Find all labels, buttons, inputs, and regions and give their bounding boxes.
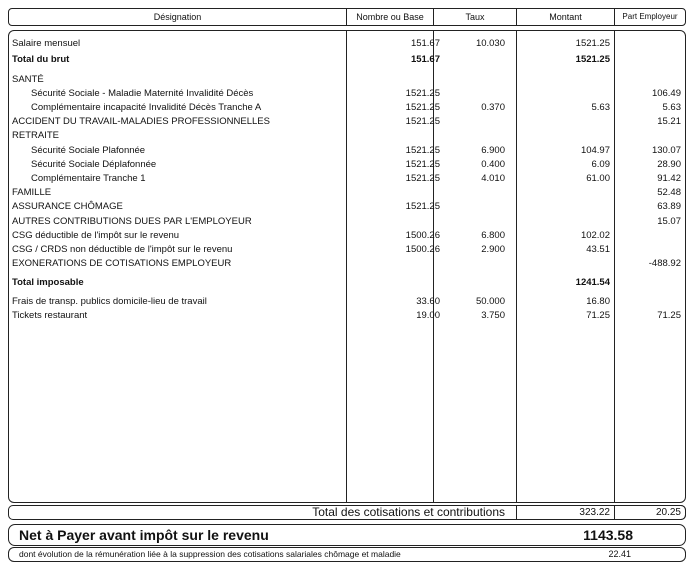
totals-employeur: 20.25 [614, 505, 686, 520]
table-row [9, 158, 685, 171]
row-label: Complémentaire incapacité Invalidité Décès Tranche A [31, 102, 262, 113]
row-base: 151.67 [410, 38, 440, 49]
row-label: Total du brut [12, 54, 70, 65]
row-label: RETRAITE [12, 130, 59, 141]
row-employeur: 5.63 [662, 102, 681, 113]
table-row [9, 144, 685, 157]
evolution-value: 22.41 [608, 549, 631, 559]
row-employeur: 15.07 [657, 216, 681, 227]
row-label: EXONERATIONS DE COTISATIONS EMPLOYEUR [12, 258, 232, 269]
table-row [9, 53, 685, 66]
row-montant: 61.00 [586, 173, 610, 184]
table-row [9, 186, 685, 199]
row-label: CSG déductible de l'impôt sur le revenu [12, 230, 180, 241]
row-base: 1500.26 [405, 244, 440, 255]
row-employeur: 28.90 [657, 159, 681, 170]
row-montant: 5.63 [591, 102, 610, 113]
table-row [9, 115, 685, 128]
row-label: Sécurité Sociale - Maladie Maternité Invalidité Décès [31, 88, 254, 99]
net-to-pay-row [8, 524, 686, 546]
table-row [9, 73, 685, 86]
row-employeur: 63.89 [657, 201, 681, 212]
row-employeur: 130.07 [651, 145, 681, 156]
table-row [9, 309, 685, 322]
table-row [9, 295, 685, 308]
row-montant: 1241.54 [575, 277, 610, 288]
table-row [9, 200, 685, 213]
row-label: CSG / CRDS non déductible de l'impôt sur le revenu [12, 244, 233, 255]
row-label: Tickets restaurant [12, 310, 88, 321]
evolution-label: dont évolution de la rémunération liée à la suppression des cotisations salariales chômage et maladie [19, 549, 401, 559]
row-taux: 0.370 [481, 102, 505, 113]
totals-row [8, 505, 686, 520]
row-base: 33.60 [416, 296, 440, 307]
table-header [8, 8, 686, 26]
row-label: Complémentaire Tranche 1 [31, 173, 146, 184]
row-base: 1521.25 [405, 159, 440, 170]
header-montant: Montant [549, 12, 582, 22]
row-base: 1521.25 [405, 116, 440, 127]
table-row [9, 129, 685, 142]
row-taux: 6.800 [481, 230, 505, 241]
row-employeur: 106.49 [651, 88, 681, 99]
totals-label: Total des cotisations et contributions [312, 505, 505, 519]
evolution-row [8, 547, 686, 562]
row-label: Total imposable [12, 277, 84, 288]
row-base: 1521.25 [405, 145, 440, 156]
row-label: FAMILLE [12, 187, 52, 198]
row-taux: 6.900 [481, 145, 505, 156]
row-taux: 3.750 [481, 310, 505, 321]
row-montant: 6.09 [591, 159, 610, 170]
row-montant: 16.80 [586, 296, 610, 307]
row-label: Salaire mensuel [12, 38, 81, 49]
row-base: 1521.25 [405, 102, 440, 113]
header-base: Nombre ou Base [356, 12, 424, 22]
row-base: 1500.26 [405, 230, 440, 241]
row-base: 1521.25 [405, 173, 440, 184]
net-value: 1143.58 [583, 527, 633, 543]
table-row [9, 37, 685, 50]
row-montant: 102.02 [580, 230, 610, 241]
row-label: SANTÉ [12, 74, 44, 85]
row-montant: 43.51 [586, 244, 610, 255]
row-base: 1521.25 [405, 201, 440, 212]
table-row [9, 172, 685, 185]
row-base: 151.67 [410, 54, 440, 65]
row-taux: 4.010 [481, 173, 505, 184]
table-row [9, 257, 685, 270]
row-montant: 1521.25 [575, 54, 610, 65]
row-montant: 71.25 [586, 310, 610, 321]
row-employeur: -488.92 [648, 258, 681, 269]
row-label: Sécurité Sociale Plafonnée [31, 145, 146, 156]
row-label: AUTRES CONTRIBUTIONS DUES PAR L'EMPLOYEUR [12, 216, 252, 227]
table-row [9, 101, 685, 114]
row-label: ACCIDENT DU TRAVAIL-MALADIES PROFESSIONNELLES [12, 116, 270, 127]
row-taux: 0.400 [481, 159, 505, 170]
table-row [9, 243, 685, 256]
row-montant: 104.97 [580, 145, 610, 156]
totals-montant: 323.22 [516, 505, 615, 520]
table-row [9, 276, 685, 289]
row-employeur: 91.42 [657, 173, 681, 184]
row-taux: 50.000 [475, 296, 505, 307]
header-employeur: Part Employeur [622, 12, 678, 21]
table-body [8, 30, 686, 503]
row-taux: 10.030 [475, 38, 505, 49]
row-montant: 1521.25 [575, 38, 610, 49]
table-row [9, 229, 685, 242]
row-label: Sécurité Sociale Déplafonnée [31, 159, 157, 170]
table-row [9, 215, 685, 228]
row-employeur: 52.48 [657, 187, 681, 198]
row-base: 19.00 [416, 310, 440, 321]
row-label: Frais de transp. publics domicile-lieu de travail [12, 296, 207, 307]
header-taux: Taux [465, 12, 485, 22]
row-base: 1521.25 [405, 88, 440, 99]
net-label: Net à Payer avant impôt sur le revenu [19, 527, 269, 543]
table-row [9, 87, 685, 100]
header-designation: Désignation [153, 12, 202, 22]
row-employeur: 15.21 [657, 116, 681, 127]
row-employeur: 71.25 [657, 310, 681, 321]
row-taux: 2.900 [481, 244, 505, 255]
row-label: ASSURANCE CHÔMAGE [12, 201, 123, 212]
